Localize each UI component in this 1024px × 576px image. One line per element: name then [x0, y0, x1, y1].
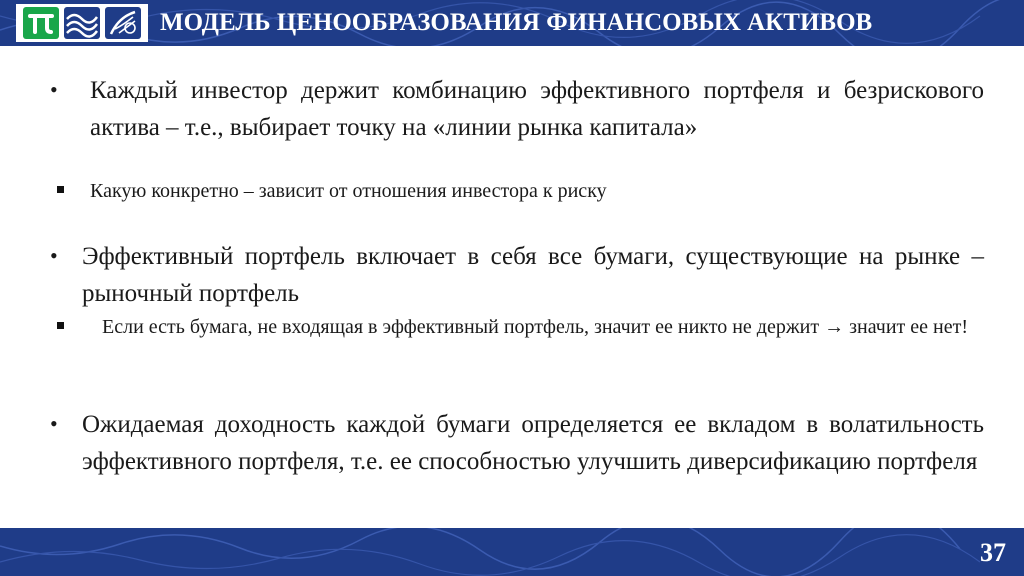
footer-wave-decoration [0, 528, 1024, 576]
bullet-dot: • [50, 243, 58, 268]
bullet-dot: • [50, 77, 58, 102]
sub-bullet-text: Какую конкретно – зависит от отношения инвестора к риску [90, 180, 607, 202]
feather-logo-icon [105, 7, 141, 39]
page-number: 37 [980, 538, 1006, 567]
header-band [0, 0, 1024, 46]
bullet-dot: • [50, 411, 58, 436]
pi-logo-icon [23, 7, 59, 39]
square-bullet [57, 322, 64, 329]
bullet-text: Эффективный портфель включает в себя все бумаги, существующие на рынке – рыночный портфель [82, 243, 984, 307]
square-bullet [57, 186, 64, 193]
bullet-text: Каждый инвестор держит комбинацию эффективного портфеля и безрискового актива – т.е., выбирает точку на «линии рынка капитала» [90, 77, 984, 141]
waves-logo-icon [64, 7, 100, 39]
slide-content [0, 60, 1024, 520]
slide-title: МОДЕЛЬ ЦЕНООБРАЗОВАНИЯ ФИНАНСОВЫХ АКТИВОВ [160, 9, 873, 36]
logo [16, 4, 148, 42]
sub-bullet-text: Если есть бумага, не входящая в эффективный портфель, значит ее никто не держит → значит ее нет! [102, 316, 969, 338]
bullet-text: Ожидаемая доходность каждой бумаги определяется ее вкладом в волатильность эффективного портфеля, т.е. ее способностью улучшить диверсификацию портфеля [82, 411, 984, 475]
footer-band [0, 528, 1024, 576]
